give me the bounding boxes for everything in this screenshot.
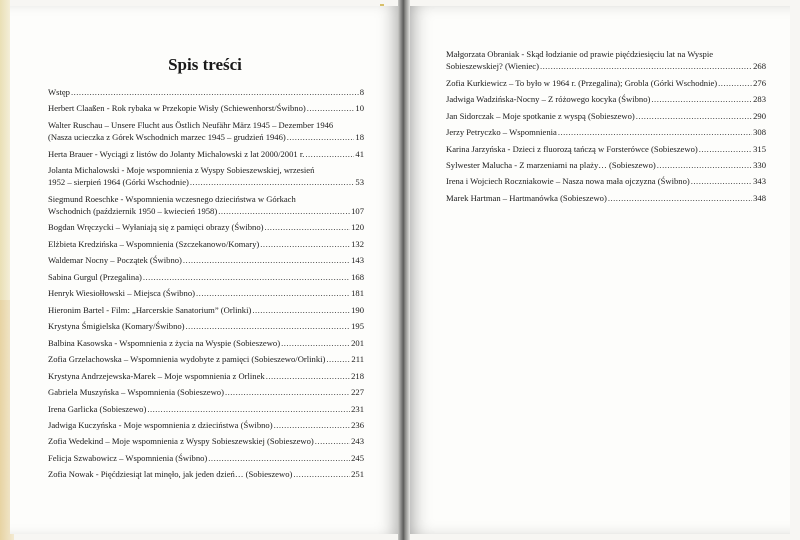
dot-leader [281, 337, 350, 349]
toc-page-number: 18 [355, 132, 364, 143]
dot-leader [183, 254, 350, 266]
dot-leader [558, 126, 752, 138]
toc-page-number: 120 [351, 222, 364, 233]
toc-entry-title: Zofia Grzelachowska – Wspomnienia wydobyte z pamięci (Sobieszewo/Orlinki) [48, 354, 326, 365]
dot-leader [260, 238, 350, 250]
toc-entry [48, 119, 364, 143]
toc-page-number: 343 [753, 176, 766, 187]
dot-leader [651, 93, 752, 105]
dot-leader [190, 176, 355, 188]
toc-page-number: 231 [351, 403, 364, 414]
toc-entry-title: Irena i Wojciech Roczniakowie – Nasza nowa mała ojczyzna (Świbno) [446, 176, 690, 187]
toc-entry-title: Jadwiga Wadzińska-Nocny – Z różowego kocyka (Świbno) [446, 94, 651, 105]
toc-entry-title: Herta Brauer - Wyciągi z listów do Jolanty Michalowski z lat 2000/2001 r. [48, 148, 305, 159]
toc-entry [446, 110, 766, 122]
toc-page-number: 283 [753, 94, 766, 105]
toc-entry-title-line: Siegmund Roeschke - Wspomnienia wczesnego dzieciństwa w Górkach [48, 193, 296, 204]
toc-page-number: 268 [753, 61, 766, 72]
dot-leader [699, 143, 752, 155]
toc-page-number: 251 [351, 469, 364, 480]
toc-entry-title: (Nasza ucieczka z Górek Wschodnich marzec 1945 – grudzień 1946) [48, 132, 286, 143]
dot-leader [657, 159, 752, 171]
toc-entry [446, 192, 766, 204]
dot-leader [307, 102, 355, 114]
toc-entry-title: Sylwester Malucha - Z marzeniami na plaży… (Sobieszewo) [446, 160, 656, 170]
dot-leader [186, 320, 351, 332]
toc-page-number: 143 [351, 255, 364, 266]
toc-entry [48, 452, 364, 464]
toc-entry [48, 320, 364, 332]
toc-entry-title: Gabriela Muszyńska – Wspomnienia (Sobieszewo) [48, 387, 224, 398]
toc-entry [446, 126, 766, 138]
toc-entry [48, 419, 364, 431]
toc-entry [446, 48, 766, 72]
toc-page-number: 107 [351, 205, 364, 216]
toc-entry [48, 164, 364, 188]
toc-page-number: 276 [753, 77, 766, 88]
dot-leader [691, 175, 752, 187]
toc-entry-title: Karina Jarzyńska - Dzieci z fluorozą tańczą w Forsterówce (Sobieszewo) [446, 143, 698, 154]
toc-entry-title: Wschodnich (październik 1950 – kwiecień 1958) [48, 205, 218, 216]
toc-entry-title: Sabina Gurgul (Przegalina) [48, 271, 142, 282]
toc-page-number: 195 [351, 321, 364, 332]
toc-entry-title: Herbert Claaßen - Rok rybaka w Przekopie Wisły (Schiewenhorst/Świbno) [48, 103, 306, 114]
page-title: Spis treści [168, 55, 242, 74]
toc-entry-title: Felicja Szwabowicz – Wspomnienia (Świbno) [48, 452, 208, 463]
toc-entry-title: Zofia Wedekind – Moje wspomnienia z Wyspy Sobieszewskiej (Sobieszewo) [48, 436, 314, 447]
toc-entry-title-line: Jolanta Michalowski - Moje wspomnienia z Wyspy Sobieszewskiej, wrzesień [48, 165, 315, 176]
toc-entry [48, 271, 364, 283]
toc-entry [48, 254, 364, 266]
toc-page-number: 315 [753, 143, 766, 154]
toc-entry [48, 353, 364, 365]
toc-entry [446, 77, 766, 89]
dot-leader [196, 287, 350, 299]
toc-entry [446, 143, 766, 155]
toc-entry-title: 1952 – sierpień 1964 (Górki Wschodnie) [48, 177, 189, 188]
dot-leader [147, 403, 350, 415]
toc-entry [48, 435, 364, 447]
toc-entry [48, 193, 364, 217]
toc-entry [48, 102, 364, 114]
dot-leader [225, 386, 350, 398]
toc-entry-title: Hieronim Bartel - Film: „Harcerskie Sanatorium” (Orlinki) [48, 304, 252, 315]
dot-leader [274, 419, 351, 431]
toc-entry-title: Wstęp [48, 87, 70, 97]
toc-entry [48, 337, 364, 349]
toc-entry-title: Krystyna Andrzejewska-Marek – Moje wspomnienia z Orlinek [48, 370, 265, 381]
dot-leader [265, 221, 351, 233]
toc-entry-title-line: Małgorzata Obraniak - Skąd łodzianie od prawie pięćdziesięciu lat na Wyspie [446, 49, 714, 59]
dot-leader [718, 77, 752, 89]
toc-page-number: 218 [351, 370, 364, 381]
toc-page-number: 190 [351, 304, 364, 315]
toc-entry-title: Jerzy Petryczko – Wspomnienia [446, 127, 557, 138]
dot-leader [608, 192, 752, 204]
book-gutter [398, 0, 410, 540]
toc-page-number: 41 [355, 148, 364, 159]
toc-entry-title: Zofia Nowak - Pięćdziesiąt lat minęło, jak jeden dzień… (Sobieszewo) [48, 469, 293, 480]
toc-entry [48, 221, 364, 233]
toc-entry [48, 238, 364, 250]
toc-page-number: 53 [355, 177, 364, 188]
toc-entry [446, 93, 766, 105]
toc-right-column [446, 48, 766, 208]
toc-entry [48, 468, 364, 480]
toc-entry [48, 370, 364, 382]
toc-page-number: 211 [351, 354, 364, 365]
toc-entry [48, 386, 364, 398]
toc-entry-title: Waldemar Nocny – Początek (Świbno) [48, 255, 182, 266]
dot-leader [315, 435, 350, 447]
toc-page-number: 308 [753, 127, 766, 138]
dot-leader [143, 271, 350, 283]
toc-entry-title-line: Walter Ruschau – Unsere Flucht aus Östlich Neufähr März 1945 – Dezember 1946 [48, 119, 334, 130]
toc-page-number: 348 [753, 192, 766, 203]
dot-leader [208, 452, 350, 464]
toc-page-number: 181 [351, 288, 364, 299]
toc-entry-title: Marek Hartman – Hartmanówka (Sobieszewo) [446, 192, 607, 203]
toc-entry [446, 175, 766, 187]
toc-entry [446, 159, 766, 171]
toc-entry-title: Henryk Wiesiołłowski – Miejsca (Świbno) [48, 288, 196, 299]
dot-leader [287, 131, 355, 143]
toc-page-number: 8 [359, 87, 364, 97]
toc-entry-title: Bogdan Wręczycki – Wyłaniają się z pamięci obrazy (Świbno) [48, 222, 264, 233]
dot-leader [293, 468, 350, 480]
toc-page-number: 132 [351, 238, 364, 249]
toc-entry-title: Balbina Kasowska - Wspomnienia z życia na Wyspie (Sobieszewo) [48, 337, 281, 348]
toc-entry [48, 148, 364, 160]
toc-entry-title: Sobieszewskiej? (Wieniec) [446, 61, 539, 72]
dot-leader [326, 353, 350, 365]
toc-page-number: 10 [355, 103, 364, 114]
toc-entry [48, 86, 364, 98]
toc-page-number: 201 [351, 337, 364, 348]
dot-leader [71, 86, 359, 98]
toc-entry [48, 287, 364, 299]
dot-leader [636, 110, 752, 122]
toc-page-number: 290 [753, 110, 766, 121]
toc-page-number: 227 [351, 387, 364, 398]
toc-entry-title: Irena Garlicka (Sobieszewo) [48, 403, 147, 414]
toc-page-number: 330 [753, 160, 766, 170]
toc-entry-title: Jadwiga Kuczyńska - Moje wspomnienia z dzieciństwa (Świbno) [48, 420, 273, 430]
toc-page-number: 245 [351, 452, 364, 463]
toc-page-number: 168 [351, 271, 364, 282]
toc-entry-title: Elżbieta Kredzińska – Wspomnienia (Szczekanowo/Komary) [48, 238, 260, 249]
toc-page-number: 236 [351, 420, 364, 430]
dot-leader [252, 304, 350, 316]
dot-leader [218, 205, 350, 217]
dot-leader [540, 60, 752, 72]
toc-entry [48, 304, 364, 316]
toc-entry-title: Jan Sidorczak – Moje spotkanie z wyspą (Sobieszewo) [446, 110, 635, 121]
toc-page-number: 243 [351, 436, 364, 447]
toc-entry-title: Zofia Kurkiewicz – To było w 1964 r. (Przegalina); Grobla (Górki Wschodnie) [446, 77, 718, 88]
toc-entry-title: Krystyna Śmigielska (Komary/Świbno) [48, 321, 185, 332]
dot-leader [266, 370, 350, 382]
toc-left-column [48, 86, 364, 485]
dot-leader [305, 148, 354, 160]
toc-entry [48, 403, 364, 415]
